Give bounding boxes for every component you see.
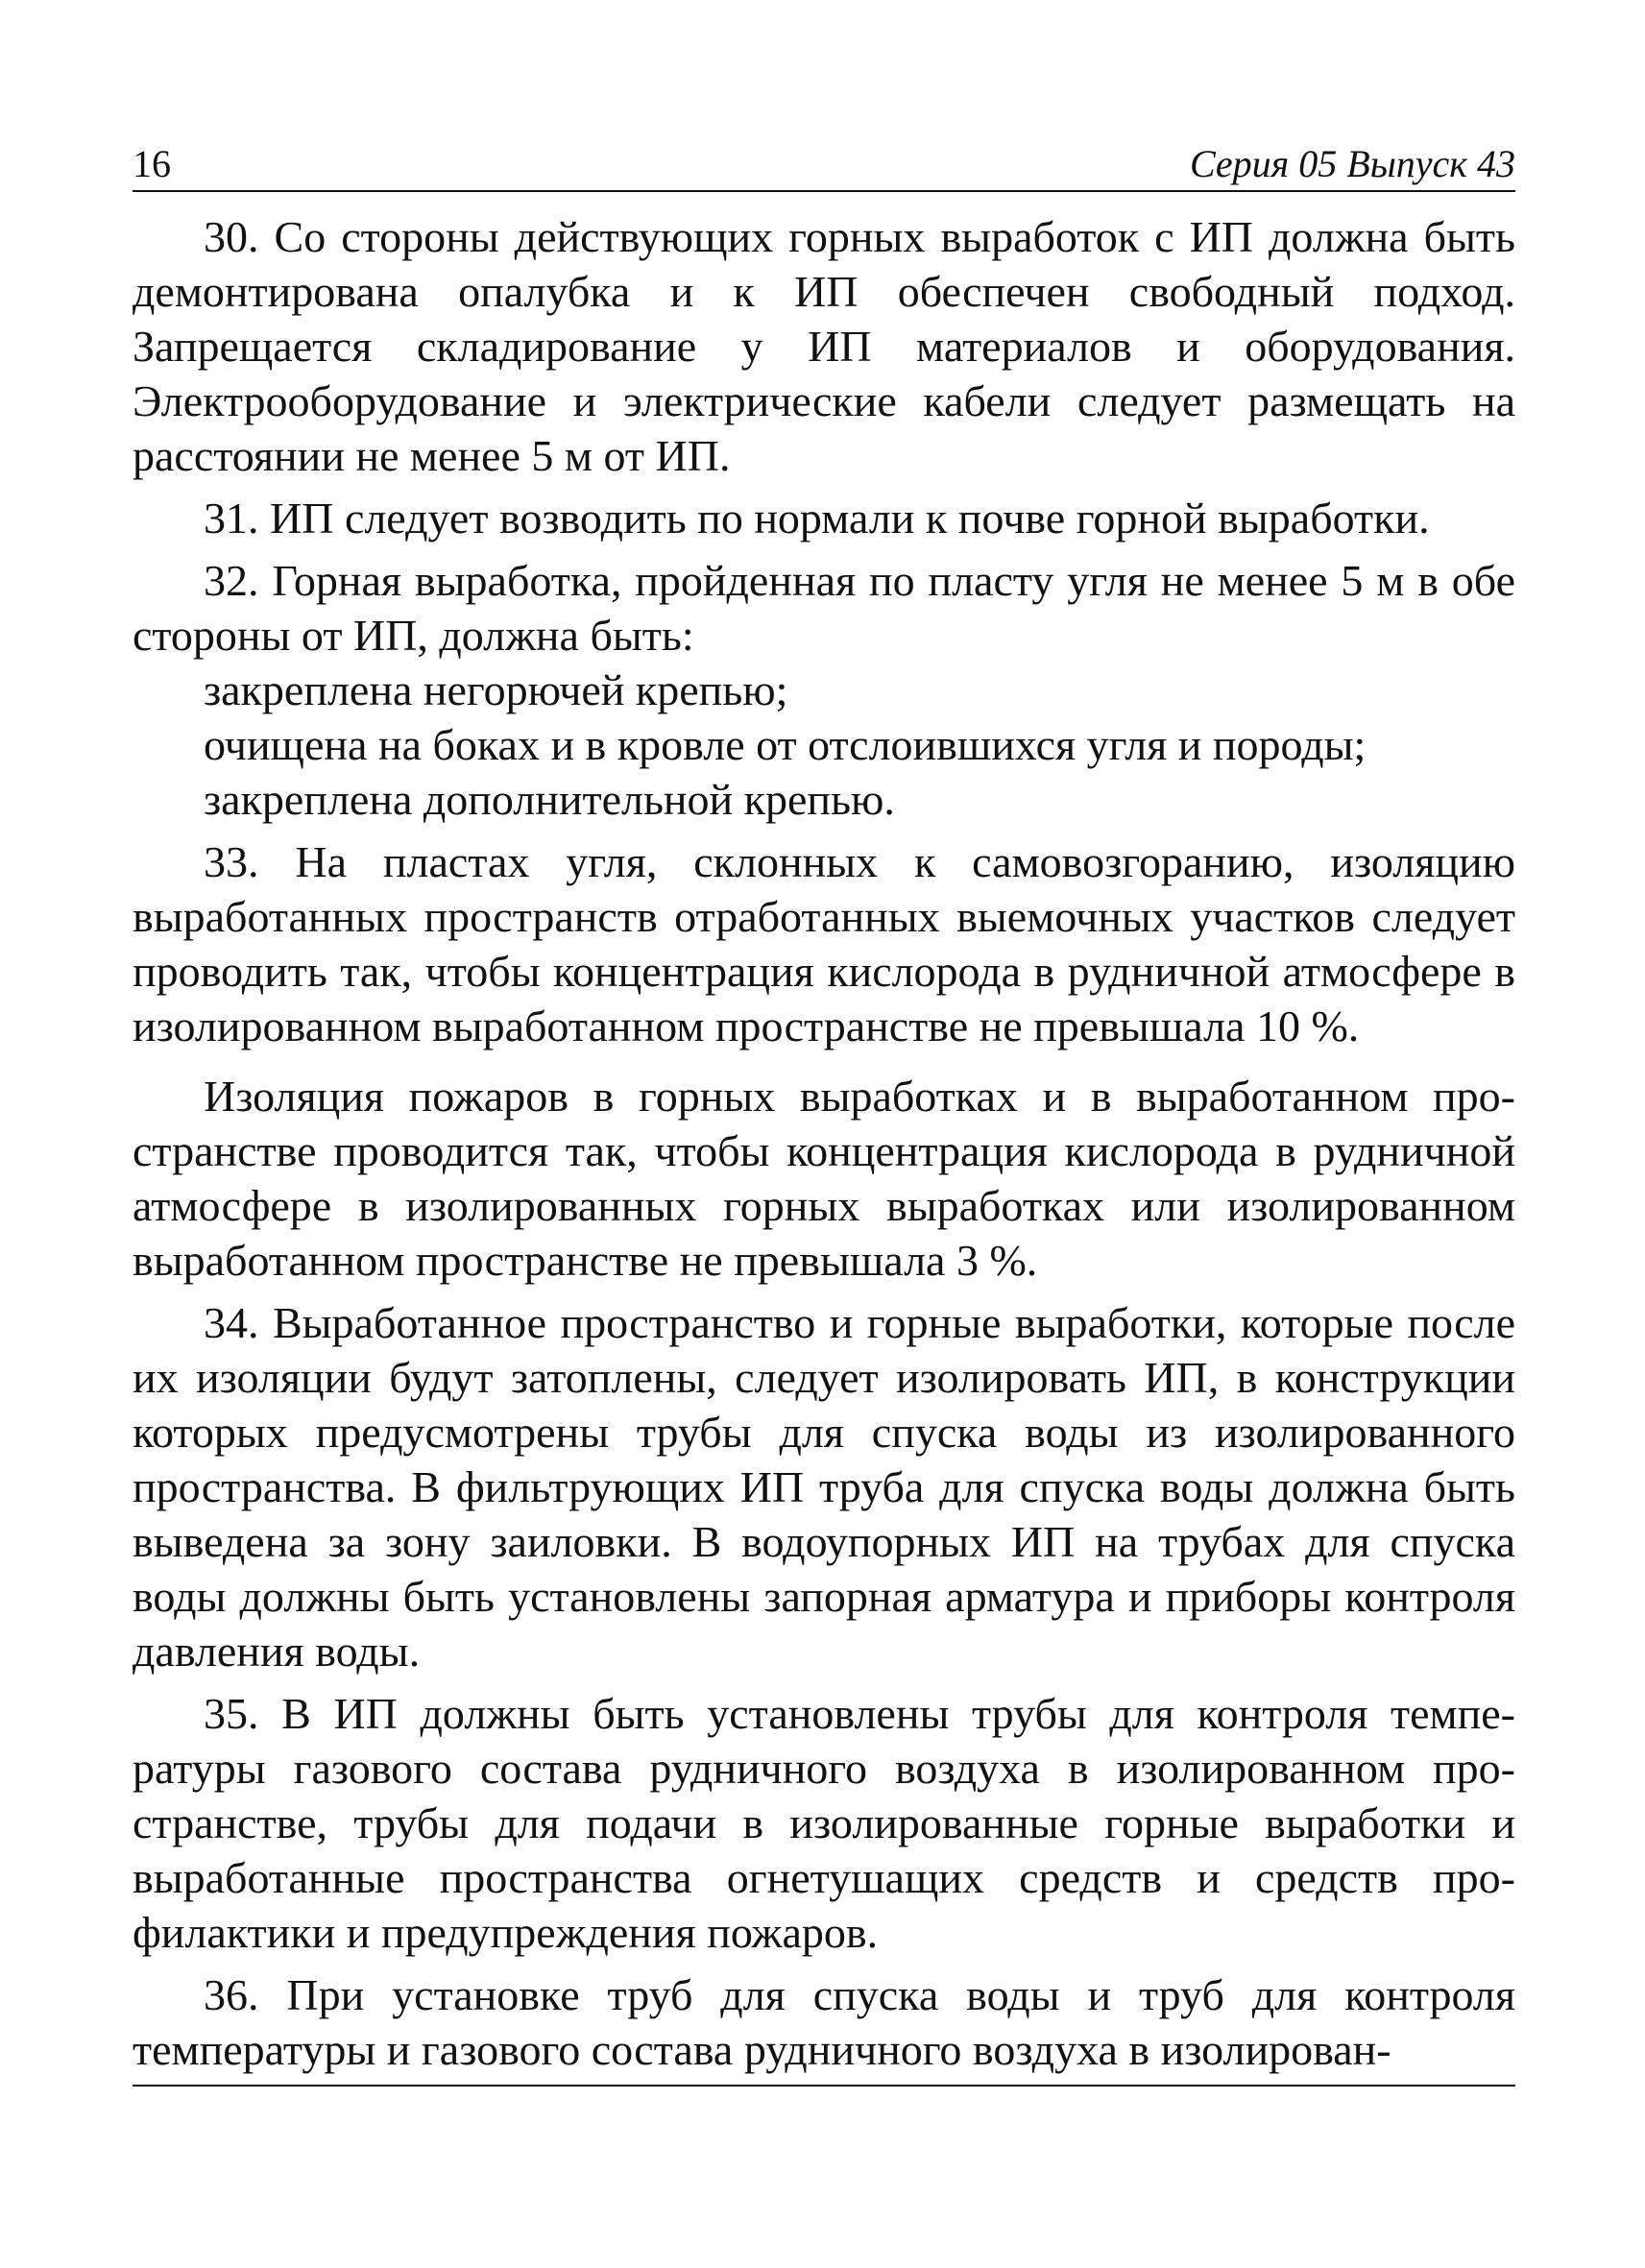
list-item: закреплена дополнительной крепью. [204,775,895,824]
paragraph-item-31: 31. ИП следует возводить по нормали к почве горной выработки. [204,494,1430,543]
paragraph-item-32: 32. Горная выработка, пройденная по пласту угля не менее 5 м в обе стороны от ИП, должна быть: [133,556,1515,660]
paragraph-item-33: 33. На пластах угля, склонных к самовозгоранию, изоляцию выработанных пространств отработанных выемочных участков следует проводить так, чтобы концентрация кислорода в рудничной атмосфере в изолированном выработанном пространстве не превышала 10 %. [133,837,1515,1050]
paragraph-item-30: 30. Со стороны действующих горных выработок с ИП должна быть демонтирована опалубка и к ИП обеспечен свободный подход. Запрещается складирование у ИП материалов и оборудования. Электрооборудование и электрические кабели следует размещать на расстоянии не менее 5 м от ИП. [133,212,1515,480]
paragraph-item-35: 35. В ИП должны быть установлены трубы для контроля температуры газового состава рудничного воздуха в изолированном пространстве, трубы для подачи в изолированные горные выработки и выработанные пространства огнетушащих средств и средств профилактики и предупреждения пожаров. [133,1689,1515,1957]
paragraph-fire-isolation: Изоляция пожаров в горных выработках и в выработанном пространстве проводится так, чтобы концентрация кислорода в рудничной атмосфере в изолированных горных выработках или изолированном выработанном пространстве не превышала 3 %. [133,1072,1515,1285]
list-item: очищена на боках и в кровле от отслоившихся угля и породы; [204,720,1367,769]
page-number: 16 [133,142,171,185]
footer-rule [133,2085,1515,2087]
body-text [133,209,1515,2077]
document-page [133,144,1515,2087]
paragraph-item-36: 36. При установке труб для спуска воды и труб для контроля температуры и газового состава рудничного воздуха в изолирован- [133,1970,1515,2074]
page-header [133,144,1515,192]
series-title: Серия 05 Выпуск 43 [1189,142,1515,185]
list-item: закреплена негорючей крепью; [204,665,788,714]
paragraph-item-34: 34. Выработанное пространство и горные выработки, которые после их изоляции будут затоплены, следует изолировать ИП, в конструкции которых предусмотрены трубы для спуска воды из изолированного пространства. В фильтрующих ИП труба для спуска воды должна быть выведена за зону заиловки. В водоупорных ИП на трубах для спуска воды должны быть установлены запорная арматура и приборы контроля давления воды. [133,1298,1515,1676]
